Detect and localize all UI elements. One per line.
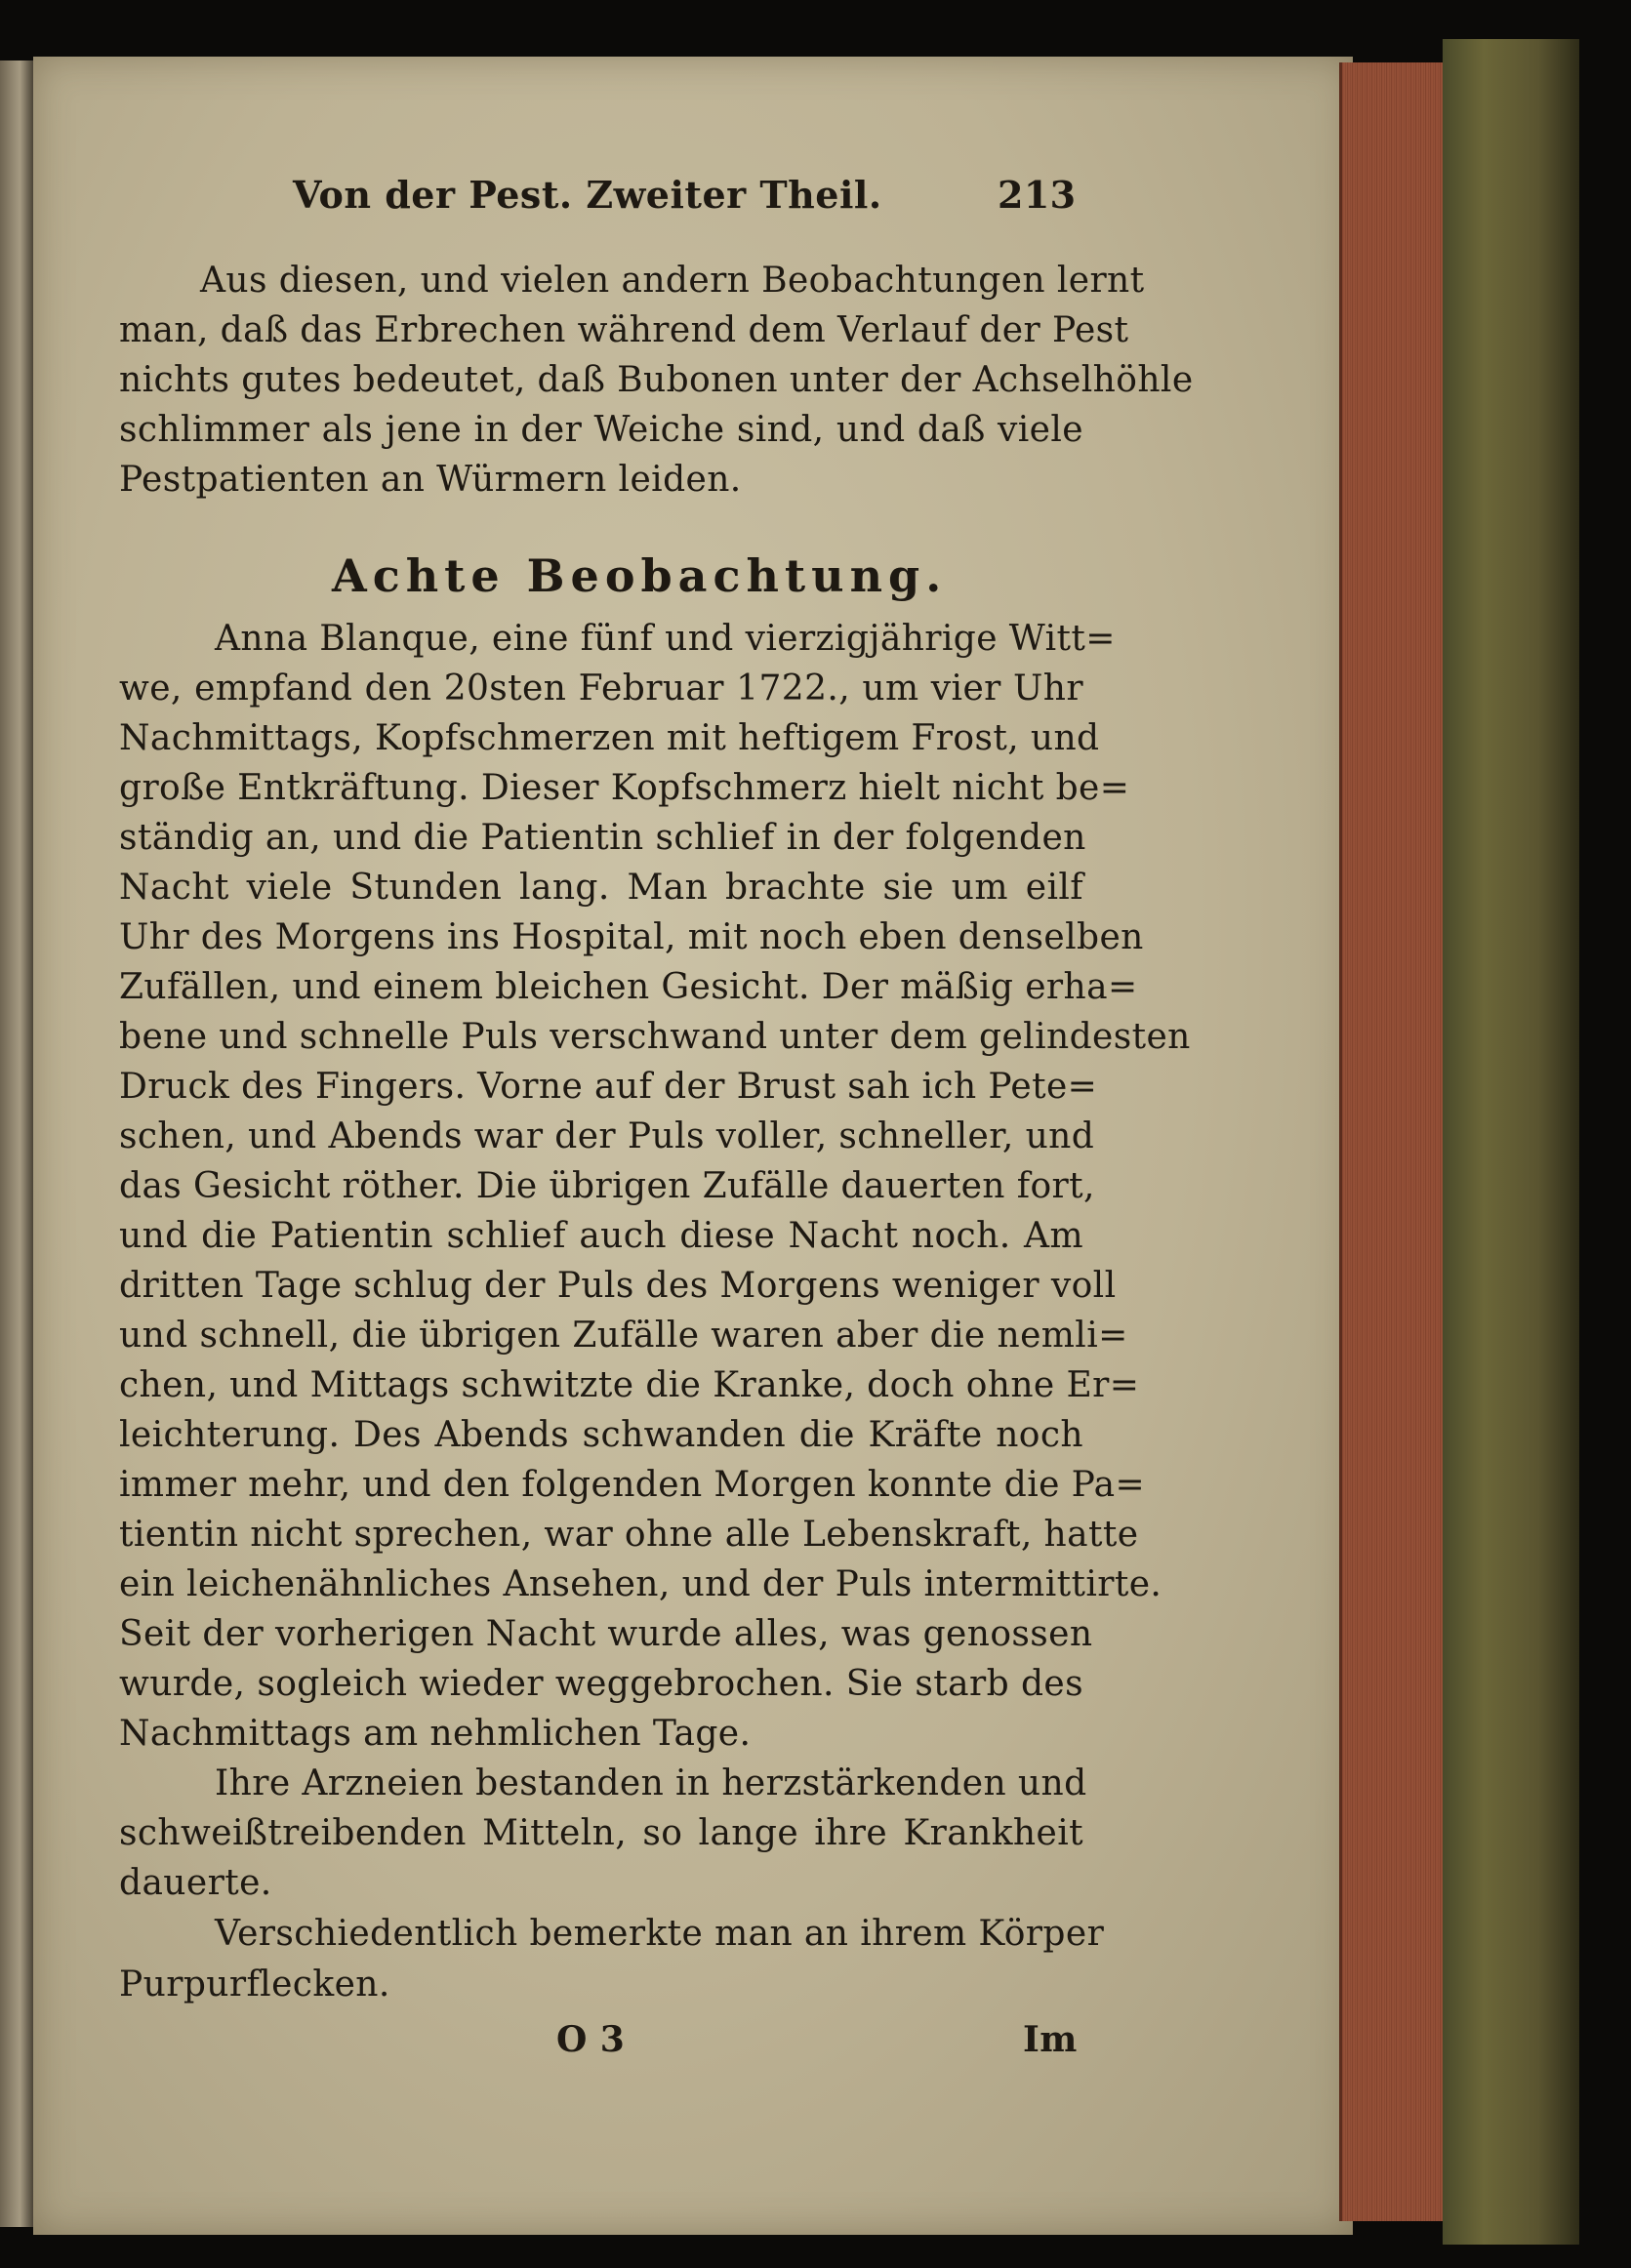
text-line: schlimmer als jene in der Weiche sind, und daß viele <box>119 410 1083 450</box>
text-line: leichterung. Des Abends schwanden die Kräfte noch <box>119 1415 1083 1455</box>
text-line: bene und schnelle Puls verschwand unter dem gelindesten <box>119 1017 1191 1057</box>
text-line: Seit der vorherigen Nacht wurde alles, was genossen <box>119 1614 1093 1654</box>
text-line: dauerte. <box>119 1863 272 1903</box>
text-line: Anna Blanque, eine fünf und vierzigjährige Witt= <box>215 619 1116 659</box>
text-line: dritten Tage schlug der Puls des Morgens weniger voll <box>119 1266 1117 1306</box>
text-line: das Gesicht röther. Die übrigen Zufälle dauerten fort, <box>119 1166 1095 1206</box>
text-line: ein leichenähnliches Ansehen, und der Puls intermittirte. <box>119 1564 1162 1604</box>
text-line: Zufällen, und einem bleichen Gesicht. Der mäßig erha= <box>119 967 1138 1007</box>
text-line: tientin nicht sprechen, war ohne alle Lebenskraft, hatte <box>119 1515 1139 1555</box>
text-line: Purpurflecken. <box>119 1964 390 2005</box>
text-line: Aus diesen, und vielen andern Beobachtungen lernt <box>200 261 1145 301</box>
text-line: Nacht viele Stunden lang. Man brachte sie um eilf <box>119 868 1083 908</box>
text-line: Pestpatienten an Würmern leiden. <box>119 460 742 500</box>
text-line: chen, und Mittags schwitzte die Kranke, doch ohne Er= <box>119 1365 1140 1405</box>
text-line: man, daß das Erbrechen während dem Verlauf der Pest <box>119 310 1129 350</box>
signature-mark: O 3 <box>556 2019 626 2060</box>
text-line: immer mehr, und den folgenden Morgen konnte die Pa= <box>119 1465 1146 1505</box>
running-title: Von der Pest. Zweiter Theil. <box>293 173 882 217</box>
catchword: Im <box>1023 2019 1078 2060</box>
text-line: Ihre Arzneien bestanden in herzstärkenden und <box>215 1763 1087 1803</box>
text-line: Verschiedentlich bemerkte man an ihrem Körper <box>215 1914 1105 1954</box>
text-line: nichts gutes bedeutet, daß Bubonen unter der Achselhöhle <box>119 360 1194 400</box>
text-line: Nachmittags am nehmlichen Tage. <box>119 1714 752 1754</box>
text-line: Druck des Fingers. Vorne auf der Brust sah ich Pete= <box>119 1067 1098 1107</box>
text-line: und die Patientin schlief auch diese Nacht noch. Am <box>119 1216 1083 1256</box>
text-line: schweißtreibenden Mitteln, so lange ihre Krankheit <box>119 1813 1083 1853</box>
text-line: Uhr des Morgens ins Hospital, mit noch eben denselben <box>119 917 1144 957</box>
text-line: we, empfand den 20sten Februar 1722., um vier Uhr <box>119 668 1083 709</box>
text-line: wurde, sogleich wieder weggebrochen. Sie starb des <box>119 1664 1083 1704</box>
text-line: ständig an, und die Patientin schlief in der folgenden <box>119 818 1086 858</box>
page-number: 213 <box>998 173 1077 217</box>
text-line: Nachmittags, Kopfschmerzen mit heftigem Frost, und <box>119 718 1100 758</box>
text-line: große Entkräftung. Dieser Kopfschmerz hielt nicht be= <box>119 768 1130 808</box>
text-line: und schnell, die übrigen Zufälle waren aber die nemli= <box>119 1316 1128 1356</box>
text-line: schen, und Abends war der Puls voller, schneller, und <box>119 1116 1095 1156</box>
section-heading: Achte Beobachtung. <box>332 549 948 602</box>
